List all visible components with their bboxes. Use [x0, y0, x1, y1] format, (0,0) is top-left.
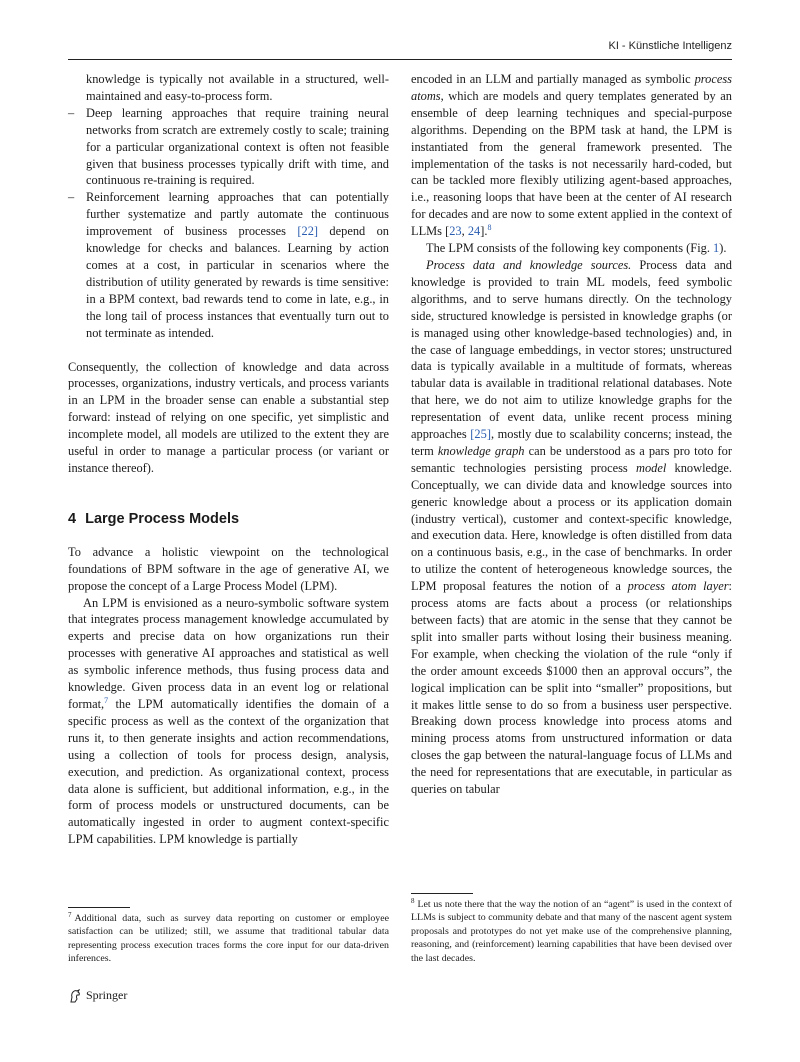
footnote-text: Additional data, such as survey data reporting on customer or employee satisfaction can be utilized; still, we assume that traditional tabular data representing process execution traces forms the core input for our data-driven inferences.: [68, 913, 389, 965]
footnote-7: [68, 907, 389, 966]
paragraph-lpm-definition: [68, 595, 389, 849]
footnote-rule: [411, 893, 473, 894]
section-number: 4: [68, 510, 77, 527]
paragraph-text: An LPM is envisioned as a neuro-symbolic software system that integrates process management knowledge accumulated by experts and precise data on how organizations run their processes with generative AI approaches and statistical as well as symbolic inference methods, thus fusing process data and knowledge. Given process data in an event log or relational format,: [68, 595, 389, 711]
paragraph-text: The LPM consists of the following key components (Fig.: [426, 241, 714, 256]
publisher-footer: [68, 988, 127, 1003]
figure-link-1[interactable]: 1: [713, 241, 720, 256]
paragraph-text: , mostly due to scalability concerns; instead, the term: [411, 427, 732, 458]
left-column: [68, 71, 389, 848]
publisher-name: Springer: [86, 988, 128, 1002]
paragraph-continued: encoded in an LLM and partially managed as symbolic process atoms, which are models and query templates generated by an ensemble of deep learning techniques and special-purpose algorithms. Depending on the BPM task at hand, the LPM is instantiated from the general framework presented. The implementation of the tasks is not necessarily hard-coded, but can be tackled more flexibly utilizing agent-based approaches, i.e., reasoning loops that have been at the center of AI research for decades and are now to some extent applied in the context of LLMs [23, 24].$^8$: [411, 72, 732, 239]
term-model: model: [636, 460, 667, 475]
term-process-atom-layer: process atom layer: [627, 579, 729, 594]
bullet-text-cont: depend on knowledge for checks and balances. Learning by action comes at a cost, in particular in scenarios where the distribution of utility generated by rewards is time sensitive: in a BPM context, bad rewards tend to come in late, e.g., in the long tail of process instances that eventually turn out to not terminate as intended.: [86, 224, 389, 340]
header-rule: [68, 59, 732, 60]
paragraph-text: can be understood as a pars pro toto for semantic technologies persisting process: [411, 443, 732, 475]
bullet-item-reinforcement-learning: [68, 189, 389, 341]
footnote-ref-7[interactable]: 7: [104, 696, 109, 705]
paragraph-intro: To advance a holistic viewpoint on the technological foundations of BPM software in the age of generative AI, we propose the concept of a Large Process Model (LPM).: [68, 544, 389, 593]
footnote-ref-8[interactable]: 8: [487, 223, 492, 233]
footnote-rule: [68, 907, 130, 908]
section-heading: [68, 510, 389, 528]
citation-link-24[interactable]: 24: [467, 224, 481, 239]
footnote-text: Let us note there that the way the notion of an “agent” is used in the context of LLMs is subject to community debate and that many of the nascent agent system proposals and prototypes do not yet make use of the comprehensive planning, reasoning, and (reinforcement) learning capabilities that have been devised over the last decades.: [411, 899, 732, 964]
term-knowledge-graph: knowledge graph: [437, 443, 525, 458]
paragraph-text-cont: the LPM automatically identifies the domain of a specific process as well as the context of the organization that runs it, to then generate insights and action recommendations, using a collection of tools for process design, analysis, execution, and prediction. As organizational context, process data alone is sufficient, but additional information, e.g., in the form of process models or unstructured documents, can be automatically ingested in order to augment context-specific LPM capabilities. LPM knowledge is partially: [68, 697, 389, 847]
bullet-dash: –: [68, 105, 75, 120]
term-process-atoms: process atoms: [411, 72, 732, 103]
bullet-text: Reinforcement learning approaches that can potentially further systematize and partly automate the continuous improvement of business processes: [86, 190, 389, 239]
footnote-number: 7: [68, 911, 72, 919]
paragraph-process-data: [411, 257, 732, 798]
paragraph-text: encoded in an LLM and partially managed as symbolic: [411, 72, 695, 86]
continued-bullet-text: knowledge is typically not available in a structured, well-maintained and easy-to-process form.: [86, 72, 389, 103]
bullet-text: Deep learning approaches that require training neural networks from scratch are extremely costly to scale; training for a particular organizational context is often not feasible given that business processes typically drift with time, and continuous re-training is required.: [86, 105, 389, 188]
paragraph-components: [411, 240, 732, 257]
paragraph-text: Process data and knowledge is provided to train ML models, feed symbolic algorithms, and to serve humans directly. On the technology side, structured knowledge is persisted in knowledge graphs (or is managed using other knowledge-based technologies) and, in the case of language embeddings, in vector stores; unstructured data is typically available in a multitude of formats, whereas tabular data is available in traditional relational databases. Note that here, we do not aim to utilize knowledge graphs for the representation of event data, unlike recent process mining approaches: [411, 257, 732, 442]
bullet-dash: –: [68, 190, 75, 205]
footnote-8: [411, 893, 732, 965]
paragraph-run-in-heading: Process data and knowledge sources.: [426, 257, 632, 272]
journal-header: KI - Künstliche Intelligenz: [608, 40, 732, 52]
paragraph-text: : process atoms are facts about a process (or relationships between facts) that are atomic in the sense that they cannot be split into smaller parts without losing their business meaning. For example, when checking the violation of the rule “only if the order amount exceeds $1000 then an approval occurs”, the logical implication can be split into “smaller” propositions, but it makes little sense to do so from a business user perspective. Breaking down process knowledge into process atoms and mining process atoms from unstructured information or data closes the gap between the natural-language focus of LLMs and the need for representations that are executable, in particular as queries on tabular: [411, 579, 732, 797]
paragraph-text-cont: ).: [719, 241, 727, 256]
paragraph-text: knowledge. Conceptually, we can divide data and knowledge sources into generic knowledge about a process or its application domain (industry vertical), customer and context-specific knowledge, and execution data. Here, knowledge is often distilled from data on a continuous basis, e.g., in the case of benchmarks. In order to utilize the content of heterogeneous knowledge sources, the LPM proposal features the notion of a: [411, 460, 732, 594]
footnote-number: 8: [411, 897, 415, 905]
citation-link-22[interactable]: [22]: [297, 224, 319, 239]
citation-link-23[interactable]: 23: [449, 224, 462, 239]
springer-horse-icon: [68, 989, 82, 1003]
right-column: [411, 71, 732, 798]
paragraph-text-cont: , which are models and query templates generated by an ensemble of deep learning techniques and special-purpose algorithms. Depending on the BPM task at hand, the LPM is instantiated from the general framework presented. The implementation of the tasks is not necessarily hard-coded, but can be tackled more flexibly utilizing agent-based approaches, i.e., reasoning loops that have been at the center of AI research for decades and are now to some extent applied in the context of LLMs: [411, 88, 732, 239]
section-title: Large Process Models: [85, 510, 240, 527]
paragraph-consequently: Consequently, the collection of knowledge and data across processes, organizations, industry verticals, and process variants in an LPM in the broader sense can enable a substantial step forward: instead of relying on one specific, yet simplistic and incomplete model, all models are utilized to the extent they are useful in order to manage a particular process (or variant or instance thereof).: [68, 359, 389, 475]
bullet-item-deep-learning: [68, 105, 389, 190]
citation-separator: ,: [461, 224, 468, 239]
citation-link-25[interactable]: [25]: [470, 427, 491, 442]
